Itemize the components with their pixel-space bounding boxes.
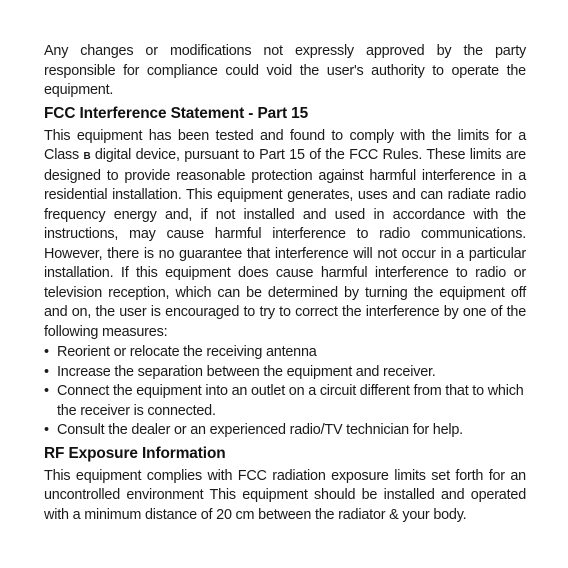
fcc-text-part-2: digital device, pursuant to Part 15 of the FCC Rules. These limits are designed to provide reasonable protection against harmful interference in a residential installation. This equipment generates, uses and can radiate radio frequency energy and, if not installed and used in accordance with the instructions, may cause harmful interference to radio communications. However, there is no guarantee that interference will not occur in a particular installation. If this equipment does cause harmful interference to radio or television reception, which can be determined by turning the equipment off and on, the user is encouraged to try to correct the interference by one of the following measures:: [44, 147, 526, 340]
list-item: [44, 363, 526, 383]
measure-text: Reorient or relocate the receiving antenna: [57, 344, 317, 360]
list-item: [44, 382, 526, 421]
fcc-heading: FCC Interference Statement - Part 15: [44, 104, 309, 122]
fcc-paragraph: [44, 127, 526, 343]
list-item: [44, 421, 526, 441]
document-page: [44, 42, 526, 525]
bullet-icon: •: [44, 422, 49, 438]
measures-list: [44, 343, 526, 441]
fcc-text-part-1: This equipment has been tested and found to comply with the limits for a Class: [44, 127, 526, 163]
measure-text: Connect the equipment into an outlet on a circuit different from that to which the receiver is connected.: [57, 383, 524, 419]
intro-paragraph: Any changes or modifications not expressly approved by the party responsible for compliance could void the user's authority to operate the equipment.: [44, 43, 526, 98]
list-item: [44, 343, 526, 363]
bullet-icon: •: [44, 363, 49, 380]
measure-text: Consult the dealer or an experienced radio/TV technician for help.: [57, 422, 463, 438]
rf-paragraph: This equipment complies with FCC radiation exposure limits set forth for an uncontrolled environment This equipment should be installed and operated with a minimum distance of 20 cm between the radiator & your body.: [44, 467, 526, 523]
measure-text: Increase the separation between the equipment and receiver.: [57, 363, 436, 380]
bullet-icon: •: [44, 344, 49, 360]
class-letter: B: [83, 151, 91, 162]
rf-heading: RF Exposure Information: [44, 444, 226, 462]
bullet-icon: •: [44, 383, 49, 399]
